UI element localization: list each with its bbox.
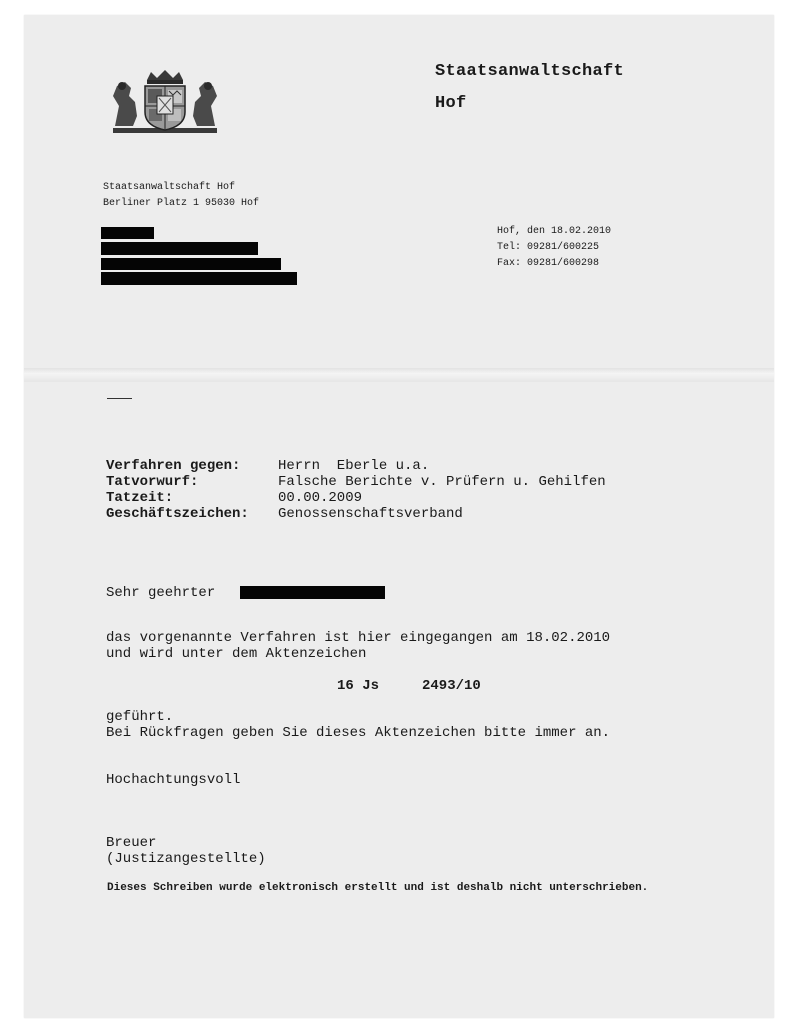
authority-city: Hof — [435, 94, 467, 113]
file-number-prefix: 16 Js — [337, 678, 380, 694]
signer-name: Breuer — [106, 835, 157, 851]
label-reference: Geschäftszeichen: — [106, 506, 249, 522]
paper-fold — [24, 368, 774, 382]
signer-title: (Justizangestellte) — [106, 851, 266, 867]
body-line-3: geführt. — [106, 709, 174, 725]
body-line-4: Bei Rückfragen geben Sie dieses Aktenzeichen bitte immer an. — [106, 725, 611, 741]
value-charge: Falsche Berichte v. Prüfern u. Gehilfen — [278, 474, 606, 490]
closing: Hochachtungsvoll — [106, 772, 241, 788]
authority-name: Staatsanwaltschaft — [435, 62, 625, 81]
redacted-recipient-line-2 — [101, 242, 258, 255]
separator-dash — [107, 398, 132, 399]
phone-number: Tel: 09281/600225 — [497, 242, 600, 253]
sender-name: Staatsanwaltschaft Hof — [103, 182, 236, 193]
label-charge: Tatvorwurf: — [106, 474, 199, 490]
body-line-1: das vorgenannte Verfahren ist hier eingegangen am 18.02.2010 — [106, 630, 611, 646]
fax-number: Fax: 09281/600298 — [497, 258, 600, 269]
redacted-recipient-name — [240, 586, 385, 599]
bavarian-coat-of-arms-icon — [107, 66, 223, 136]
sender-address: Berliner Platz 1 95030 Hof — [103, 198, 260, 209]
redacted-recipient-line-4 — [101, 272, 297, 285]
value-proceedings-against: Herrn Eberle u.a. — [278, 458, 430, 474]
redacted-recipient-line-1 — [101, 227, 154, 239]
body-line-2: und wird unter dem Aktenzeichen — [106, 646, 367, 662]
value-reference: Genossenschaftsverband — [278, 506, 463, 522]
letter-date: Hof, den 18.02.2010 — [497, 226, 612, 237]
file-number: 2493/10 — [422, 678, 481, 694]
redacted-recipient-line-3 — [101, 258, 281, 270]
label-proceedings-against: Verfahren gegen: — [106, 458, 241, 474]
label-offense-time: Tatzeit: — [106, 490, 174, 506]
value-offense-time: 00.00.2009 — [278, 490, 363, 506]
electronic-notice: Dieses Schreiben wurde elektronisch erstellt und ist deshalb nicht unterschrieben. — [107, 882, 649, 894]
salutation: Sehr geehrter — [106, 585, 216, 601]
